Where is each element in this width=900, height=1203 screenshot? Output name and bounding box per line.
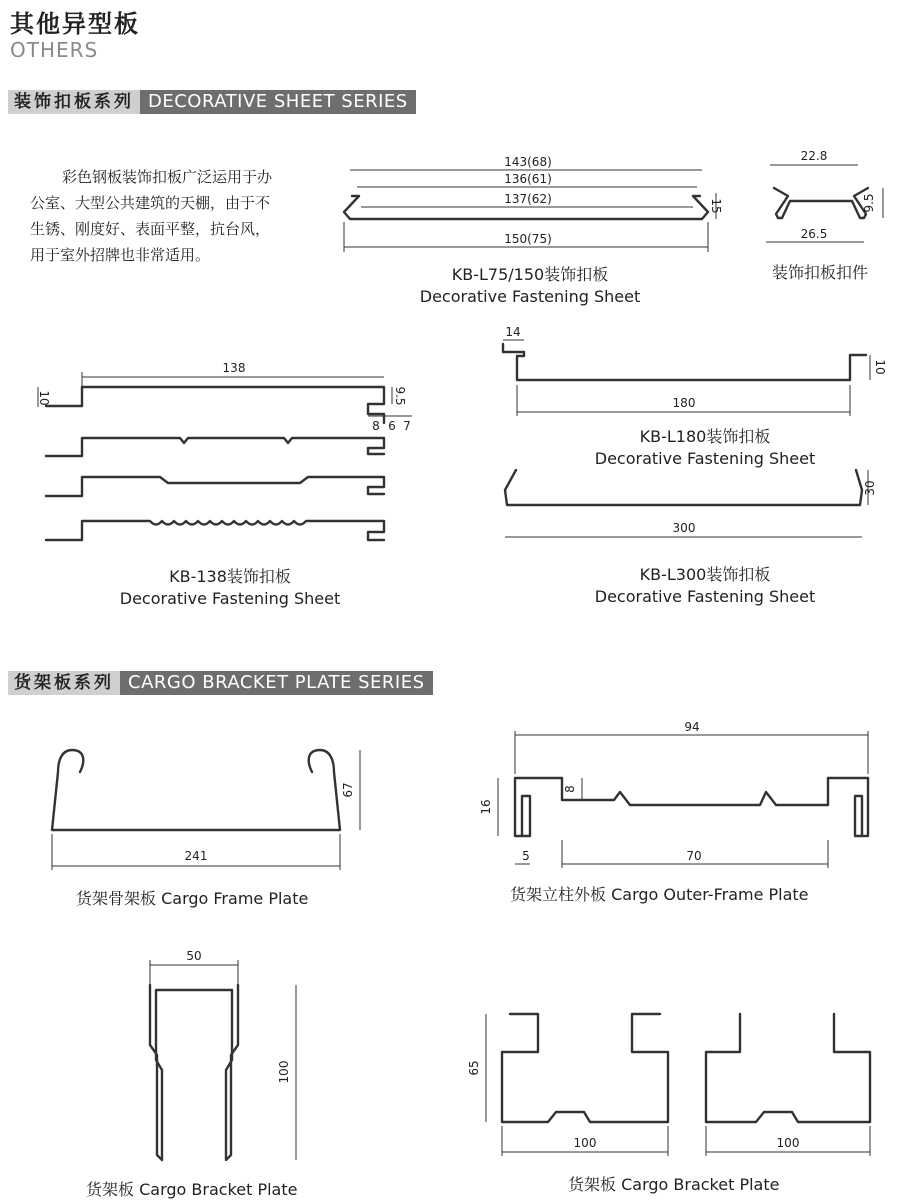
caption-model: KB-L180装饰扣板 (639, 427, 771, 446)
dim-label: 300 (672, 521, 696, 535)
dim-label: 100 (573, 1136, 597, 1150)
intro-line: 用于室外招牌也非常适用。 (30, 246, 211, 264)
intro-line: 公室、大型公共建筑的天棚，由于不 (30, 194, 271, 212)
page-subtitle: OTHERS (10, 38, 99, 62)
dim-label: 6 (388, 419, 396, 433)
section-title-zh: 货架板系列 (8, 671, 120, 695)
dim-label: 143(68) (504, 155, 552, 169)
dim-label: 10 (873, 359, 887, 375)
kb-l180-drawing (503, 325, 887, 416)
dim-label: 100 (277, 1060, 291, 1084)
kb-l300-drawing (505, 470, 877, 537)
dim-label: 138 (222, 361, 246, 375)
dim-label: 8 (563, 785, 577, 793)
caption-en: Decorative Fastening Sheet (594, 449, 816, 468)
section-title-zh: 装饰扣板系列 (8, 90, 140, 114)
kb-l180-profile (503, 344, 866, 380)
dim-label: 26.5 (800, 227, 828, 241)
kb-138-profile-3 (46, 477, 384, 496)
caption-kb-l180 (550, 426, 860, 470)
caption-model: KB-L75/150装饰扣板 (451, 265, 609, 284)
intro-line: 生锈、刚度好、表面平整，抗台风， (30, 220, 271, 238)
caption-kb-l300 (550, 564, 860, 608)
caption-model: KB-138装饰扣板 (169, 567, 291, 586)
kb-l75-drawing (344, 155, 723, 252)
dim-label: 241 (184, 849, 208, 863)
kb-l300-profile (505, 470, 862, 505)
caption-kb-138 (80, 566, 380, 610)
dim-label: 180 (672, 396, 696, 410)
clip-drawing (766, 149, 883, 242)
dim-label: 8 (372, 419, 380, 433)
cargo-bracket-2b-profile (706, 1014, 870, 1122)
kb-138-profile-4 (46, 521, 384, 540)
dim-label: 100 (776, 1136, 800, 1150)
dim-label: 70 (686, 849, 702, 863)
kb-138-profile-1 (46, 387, 384, 423)
caption-cargo-outer-frame: 货架立柱外板 Cargo Outer-Frame Plate (510, 885, 809, 904)
caption-en: Decorative Fastening Sheet (594, 587, 816, 606)
dim-label: 9.5 (393, 386, 407, 406)
page-title: 其他异型板 (10, 10, 140, 38)
dim-label: 65 (467, 1060, 481, 1076)
caption-cargo-frame: 货架骨架板 Cargo Frame Plate (76, 889, 309, 908)
dim-label: 9.5 (862, 193, 876, 213)
caption-kb-l75 (380, 264, 680, 308)
dim-label: 7 (403, 419, 411, 433)
cargo-outer-frame-drawing (479, 720, 868, 868)
dim-label: 50 (186, 949, 202, 963)
caption-clip (750, 262, 890, 284)
caption-cargo-bracket-1: 货架板 Cargo Bracket Plate (86, 1180, 298, 1199)
cargo-bracket-1-profile (150, 985, 238, 1160)
section-cargo-header (8, 671, 433, 695)
caption-model: KB-L300装饰扣板 (639, 565, 771, 584)
dim-label: 22.8 (800, 149, 828, 163)
dim-label: 30 (863, 480, 877, 496)
dim-label: 67 (341, 782, 355, 798)
cargo-bracket-1-drawing (150, 949, 296, 1160)
dim-label: 16 (479, 799, 493, 815)
caption-cargo-bracket-2: 货架板 Cargo Bracket Plate (568, 1175, 780, 1194)
caption-en: Decorative Fastening Sheet (419, 287, 641, 306)
section-title-en: DECORATIVE SHEET SERIES (140, 90, 416, 114)
dim-label: 14 (505, 325, 521, 339)
caption-model: 装饰扣板扣件 (771, 263, 868, 282)
dim-label: 137(62) (504, 192, 552, 206)
caption-en: Decorative Fastening Sheet (119, 589, 341, 608)
dim-label: 94 (684, 720, 700, 734)
intro-line: 彩色钢板装饰扣板广泛运用于办 (62, 168, 273, 186)
cargo-frame-profile (52, 750, 340, 830)
clip-profile (774, 188, 868, 218)
dim-label: 10 (37, 390, 51, 406)
section-title-en: CARGO BRACKET PLATE SERIES (120, 671, 433, 695)
dim-label: 150(75) (504, 232, 552, 246)
kb-138-drawing (37, 361, 412, 540)
dim-label: 136(61) (504, 172, 552, 186)
dim-label: 15 (709, 198, 723, 214)
dim-label: 5 (522, 849, 530, 863)
cargo-bracket-2-drawing (467, 1014, 870, 1156)
cargo-bracket-2a-profile (502, 1014, 668, 1122)
cargo-frame-drawing (52, 750, 360, 870)
kb-138-profile-2 (46, 438, 384, 456)
